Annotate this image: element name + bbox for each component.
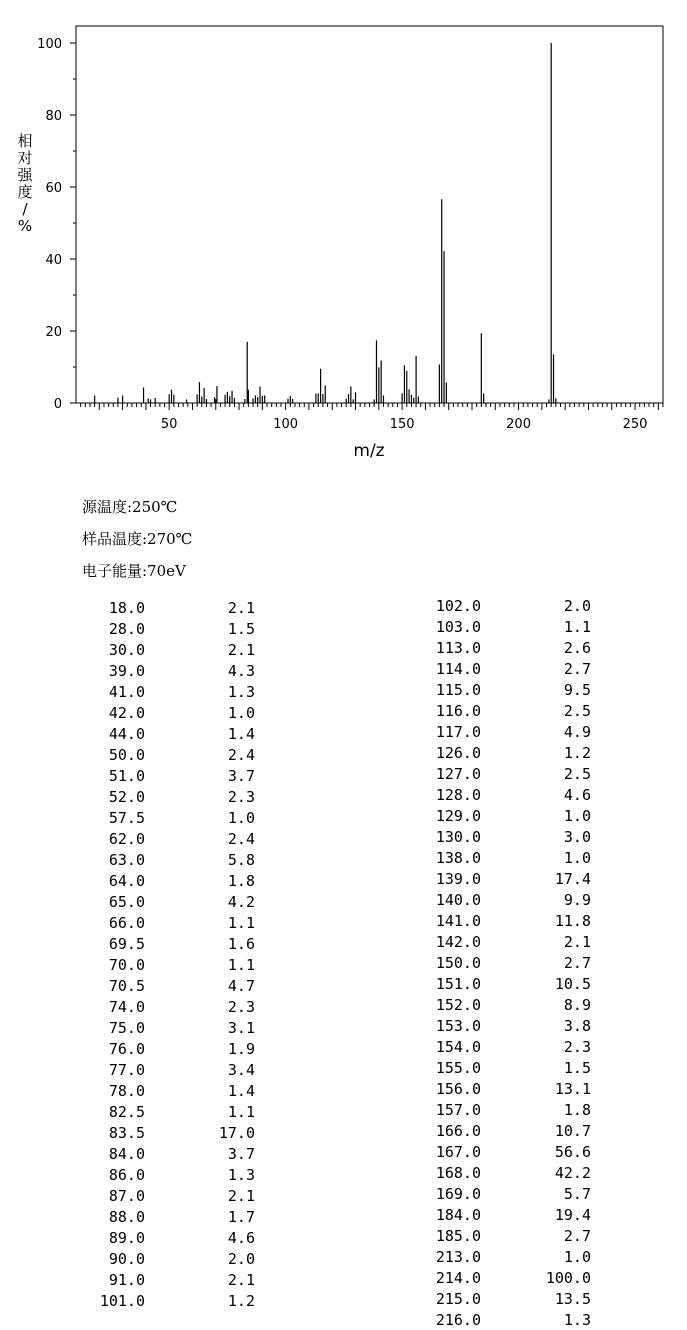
mz-value: 139.0 xyxy=(435,870,481,888)
mz-value: 153.0 xyxy=(435,1017,481,1035)
intensity-value: 2.3 xyxy=(227,998,255,1016)
plot-frame xyxy=(76,26,663,403)
mz-value: 63.0 xyxy=(108,851,145,869)
intensity-value: 2.1 xyxy=(227,1187,255,1205)
intensity-value: 4.7 xyxy=(227,977,255,995)
x-tick-label: 250 xyxy=(622,417,648,432)
mz-value: 30.0 xyxy=(108,641,145,659)
intensity-value: 1.8 xyxy=(563,1101,591,1119)
y-tick-label: 60 xyxy=(45,181,62,196)
intensity-value: 1.0 xyxy=(563,1248,591,1266)
mass-spectrum-chart xyxy=(0,0,687,470)
intensity-value: 1.6 xyxy=(227,935,255,953)
intensity-value: 1.1 xyxy=(227,1103,255,1121)
mz-value: 129.0 xyxy=(435,807,481,825)
intensity-value: 1.1 xyxy=(227,956,255,974)
mz-value: 214.0 xyxy=(435,1269,481,1287)
intensity-value: 4.6 xyxy=(227,1229,255,1247)
mz-value: 113.0 xyxy=(435,639,481,657)
intensity-value: 56.6 xyxy=(554,1143,591,1161)
intensity-value: 2.3 xyxy=(227,788,255,806)
x-tick-label: 150 xyxy=(389,417,415,432)
intensity-value: 4.6 xyxy=(563,786,591,804)
mz-value: 74.0 xyxy=(108,998,145,1016)
condition-line: 电子能量:70eV xyxy=(82,562,186,580)
intensity-value: 9.5 xyxy=(563,681,591,699)
mz-value: 62.0 xyxy=(108,830,145,848)
mz-value: 41.0 xyxy=(108,683,145,701)
mz-value: 75.0 xyxy=(108,1019,145,1037)
intensity-value: 3.7 xyxy=(227,767,255,785)
intensity-value: 2.0 xyxy=(227,1250,255,1268)
mz-value: 142.0 xyxy=(435,933,481,951)
mz-value: 167.0 xyxy=(435,1143,481,1161)
mz-value: 185.0 xyxy=(435,1227,481,1245)
intensity-value: 2.4 xyxy=(227,830,255,848)
intensity-value: 4.3 xyxy=(227,662,255,680)
peak-series xyxy=(95,43,556,403)
mz-value: 42.0 xyxy=(108,704,145,722)
intensity-value: 1.0 xyxy=(563,849,591,867)
intensity-value: 10.5 xyxy=(554,975,591,993)
mz-value: 70.0 xyxy=(108,956,145,974)
intensity-value: 3.4 xyxy=(227,1061,255,1079)
intensity-value: 1.4 xyxy=(227,1082,255,1100)
intensity-value: 3.0 xyxy=(563,828,591,846)
intensity-value: 1.2 xyxy=(227,1292,255,1310)
intensity-value: 1.8 xyxy=(227,872,255,890)
mz-value: 70.5 xyxy=(108,977,145,995)
mz-value: 128.0 xyxy=(435,786,481,804)
mz-value: 88.0 xyxy=(108,1208,145,1226)
x-axis xyxy=(81,403,663,432)
intensity-value: 17.4 xyxy=(554,870,591,888)
intensity-value: 2.1 xyxy=(227,1271,255,1289)
intensity-value: 1.3 xyxy=(227,1166,255,1184)
mz-value: 28.0 xyxy=(108,620,145,638)
intensity-value: 13.1 xyxy=(554,1080,591,1098)
y-tick-label: 20 xyxy=(45,325,62,340)
mz-value: 168.0 xyxy=(435,1164,481,1182)
mz-value: 151.0 xyxy=(435,975,481,993)
intensity-value: 1.5 xyxy=(227,620,255,638)
intensity-value: 5.8 xyxy=(227,851,255,869)
intensity-value: 3.7 xyxy=(227,1145,255,1163)
intensity-value: 19.4 xyxy=(554,1206,591,1224)
y-axis-label: 相对强度/ % xyxy=(17,132,33,235)
intensity-value: 2.1 xyxy=(227,599,255,617)
mz-value: 84.0 xyxy=(108,1145,145,1163)
mz-value: 82.5 xyxy=(108,1103,145,1121)
x-tick-label: 200 xyxy=(506,417,531,432)
intensity-value: 5.7 xyxy=(563,1185,591,1203)
mz-value: 213.0 xyxy=(435,1248,481,1266)
intensity-value: 2.1 xyxy=(563,933,591,951)
mz-value: 69.5 xyxy=(108,935,145,953)
mz-value: 64.0 xyxy=(108,872,145,890)
mz-value: 141.0 xyxy=(435,912,481,930)
mz-value: 51.0 xyxy=(108,767,145,785)
intensity-value: 1.0 xyxy=(563,807,591,825)
mz-value: 127.0 xyxy=(435,765,481,783)
intensity-value: 1.2 xyxy=(563,744,591,762)
mz-value: 154.0 xyxy=(435,1038,481,1056)
mz-value: 39.0 xyxy=(108,662,145,680)
mz-value: 117.0 xyxy=(435,723,481,741)
condition-line: 源温度:250℃ xyxy=(82,498,178,516)
intensity-value: 2.5 xyxy=(563,702,591,720)
mz-value: 66.0 xyxy=(108,914,145,932)
mz-value: 152.0 xyxy=(435,996,481,1014)
intensity-value: 2.7 xyxy=(563,1227,591,1245)
intensity-value: 17.0 xyxy=(218,1124,255,1142)
intensity-value: 1.0 xyxy=(227,704,255,722)
mz-value: 90.0 xyxy=(108,1250,145,1268)
mz-value: 156.0 xyxy=(435,1080,481,1098)
mz-value: 103.0 xyxy=(435,618,481,636)
intensity-value: 100.0 xyxy=(545,1269,591,1287)
intensity-value: 1.7 xyxy=(227,1208,255,1226)
mz-value: 77.0 xyxy=(108,1061,145,1079)
intensity-value: 13.5 xyxy=(554,1290,591,1308)
intensity-value: 3.8 xyxy=(563,1017,591,1035)
intensity-value: 2.6 xyxy=(563,639,591,657)
intensity-value: 8.9 xyxy=(563,996,591,1014)
mz-value: 57.5 xyxy=(108,809,145,827)
x-tick-label: 50 xyxy=(160,417,178,432)
y-tick-label: 0 xyxy=(53,397,62,412)
intensity-value: 2.4 xyxy=(227,746,255,764)
mz-value: 155.0 xyxy=(435,1059,481,1077)
mz-value: 101.0 xyxy=(99,1292,145,1310)
x-axis-label: m/z xyxy=(353,441,385,461)
mz-value: 44.0 xyxy=(108,725,145,743)
intensity-value: 4.2 xyxy=(227,893,255,911)
intensity-value: 1.1 xyxy=(563,618,591,636)
mz-value: 216.0 xyxy=(435,1311,481,1329)
mz-value: 87.0 xyxy=(108,1187,145,1205)
intensity-value: 1.0 xyxy=(227,809,255,827)
mz-value: 157.0 xyxy=(435,1101,481,1119)
mz-value: 86.0 xyxy=(108,1166,145,1184)
mz-value: 150.0 xyxy=(435,954,481,972)
intensity-value: 42.2 xyxy=(554,1164,591,1182)
mz-value: 18.0 xyxy=(108,599,145,617)
mz-value: 116.0 xyxy=(435,702,481,720)
mz-value: 83.5 xyxy=(108,1124,145,1142)
intensity-value: 1.5 xyxy=(563,1059,591,1077)
mz-value: 102.0 xyxy=(435,597,481,615)
intensity-value: 2.7 xyxy=(563,660,591,678)
y-axis xyxy=(37,37,76,412)
mz-value: 215.0 xyxy=(435,1290,481,1308)
x-tick-label: 100 xyxy=(273,417,299,432)
intensity-value: 1.3 xyxy=(227,683,255,701)
intensity-value: 10.7 xyxy=(554,1122,591,1140)
mz-value: 115.0 xyxy=(435,681,481,699)
mz-value: 78.0 xyxy=(108,1082,145,1100)
mz-value: 130.0 xyxy=(435,828,481,846)
intensity-value: 2.1 xyxy=(227,641,255,659)
intensity-value: 11.8 xyxy=(554,912,591,930)
y-tick-label: 80 xyxy=(45,109,62,124)
mz-value: 91.0 xyxy=(108,1271,145,1289)
mz-value: 76.0 xyxy=(108,1040,145,1058)
y-tick-label: 100 xyxy=(37,37,62,52)
intensity-value: 3.1 xyxy=(227,1019,255,1037)
intensity-value: 1.3 xyxy=(563,1311,591,1329)
mz-value: 166.0 xyxy=(435,1122,481,1140)
condition-line: 样品温度:270℃ xyxy=(82,530,193,548)
mz-value: 169.0 xyxy=(435,1185,481,1203)
intensity-value: 1.1 xyxy=(227,914,255,932)
mz-value: 89.0 xyxy=(108,1229,145,1247)
mz-value: 114.0 xyxy=(435,660,481,678)
intensity-value: 2.5 xyxy=(563,765,591,783)
intensity-value: 2.3 xyxy=(563,1038,591,1056)
mz-value: 184.0 xyxy=(435,1206,481,1224)
mz-value: 140.0 xyxy=(435,891,481,909)
mz-value: 65.0 xyxy=(108,893,145,911)
intensity-value: 2.0 xyxy=(563,597,591,615)
mz-value: 50.0 xyxy=(108,746,145,764)
intensity-value: 9.9 xyxy=(563,891,591,909)
mz-value: 126.0 xyxy=(435,744,481,762)
intensity-value: 2.7 xyxy=(563,954,591,972)
intensity-value: 4.9 xyxy=(563,723,591,741)
intensity-value: 1.9 xyxy=(227,1040,255,1058)
intensity-value: 1.4 xyxy=(227,725,255,743)
y-tick-label: 40 xyxy=(45,253,62,268)
mz-value: 52.0 xyxy=(108,788,145,806)
mz-value: 138.0 xyxy=(435,849,481,867)
